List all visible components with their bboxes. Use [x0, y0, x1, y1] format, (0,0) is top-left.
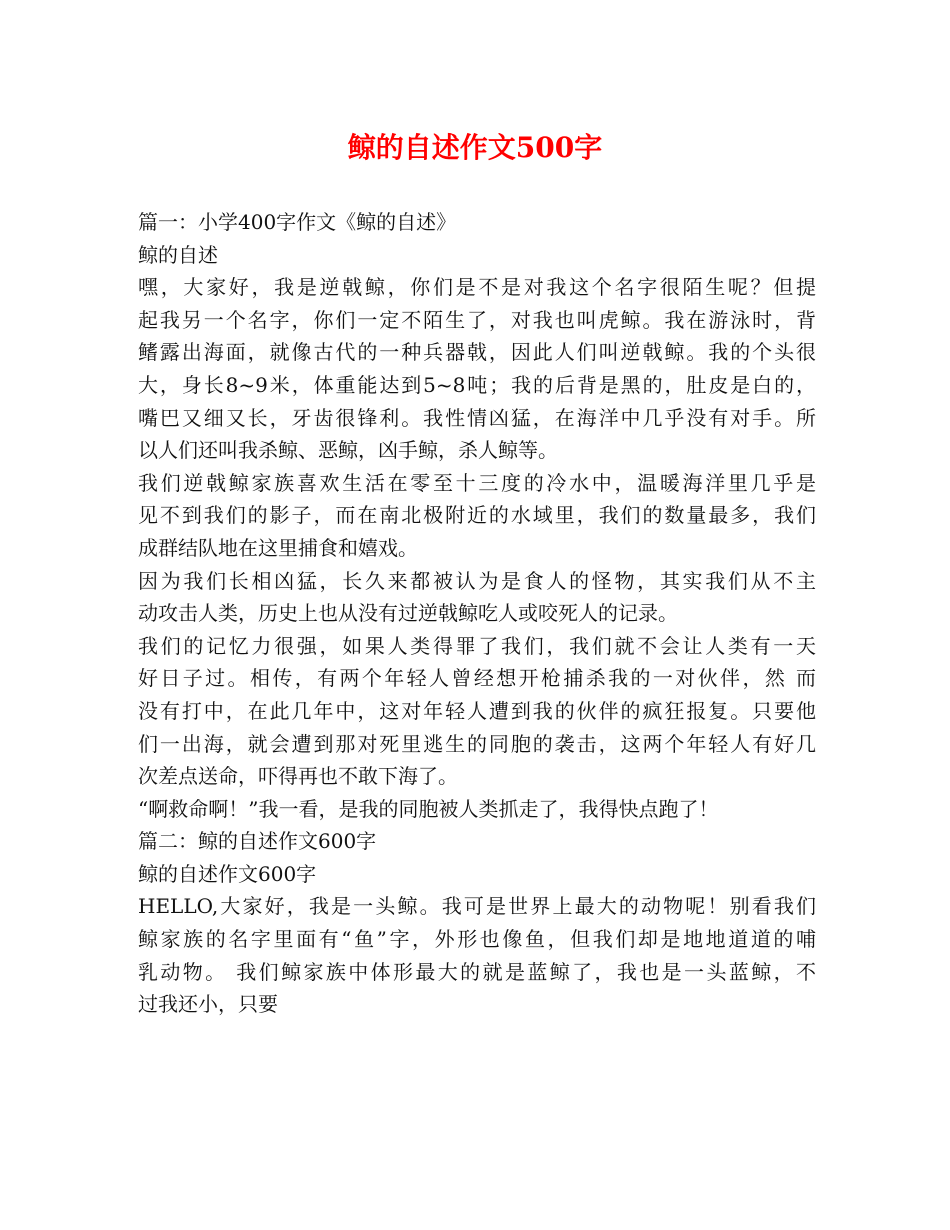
- text-line: 嘴巴又细又长，牙齿很锋利。我性情凶猛，在海洋中几乎没有对手。所: [138, 405, 816, 430]
- document-title: 鲸的自述作文500字: [347, 131, 603, 164]
- text-line: 鲸的自述: [138, 242, 218, 267]
- text-line: 大，身长8~9米，体重能达到5~8吨；我的后背是黑的，肚皮是白的，: [138, 372, 816, 397]
- text-line: 们一出海，就会遭到那对死里逃生的同胞的袭击，这两个年轻人有好几: [138, 731, 816, 756]
- text-line: 鳍露出海面，就像古代的一种兵器戟，因此人们叫逆戟鲸。我的个头很: [138, 340, 816, 365]
- text-line: 好日子过。相传，有两个年轻人曾经想开枪捕杀我的一对伙伴，然 而: [138, 666, 816, 691]
- text-line: 鲸的自述作文600字: [138, 861, 317, 886]
- text-line: 篇二：鲸的自述作文600字: [138, 829, 377, 854]
- text-line: 起我另一个名字，你们一定不陌生了，对我也叫虎鲸。我在游泳时，背: [138, 307, 816, 332]
- text-line: 过我还小，只要: [138, 992, 278, 1017]
- text-line: 我们逆戟鲸家族喜欢生活在零至十三度的冷水中，温暖海洋里几乎是: [138, 470, 816, 495]
- text-line: 嘿，大家好，我是逆戟鲸，你们是不是对我这个名字很陌生呢？但提: [138, 275, 816, 300]
- text-line: 乳动物。 我们鲸家族中体形最大的就是蓝鲸了，我也是一头蓝鲸，不: [138, 959, 816, 984]
- text-line: HELLO,大家好，我是一头鲸。我可是世界上最大的动物呢！别看我们: [138, 894, 816, 919]
- text-line: 我们的记忆力很强，如果人类得罪了我们，我们就不会让人类有一天: [138, 633, 816, 658]
- text-line: 因为我们长相凶猛，长久来都被认为是食人的怪物，其实我们从不主: [138, 568, 816, 593]
- text-line: “啊救命啊！”我一看，是我的同胞被人类抓走了，我得快点跑了！: [138, 796, 719, 821]
- text-line: 次差点送命，吓得再也不敢下海了。: [138, 764, 458, 789]
- text-line: 篇一：小学400字作文《鲸的自述》: [138, 210, 457, 234]
- text-line: 动攻击人类，历史上也从没有过逆戟鲸吃人或咬死人的记录。: [138, 601, 678, 626]
- text-line: 没有打中，在此几年中，这对年轻人遭到我的伙伴的疯狂报复。只要他: [138, 698, 816, 723]
- text-line: 以人们还叫我杀鲸、恶鲸，凶手鲸，杀人鲸等。: [138, 438, 558, 463]
- text-line: 成群结队地在这里捕食和嬉戏。: [138, 535, 418, 560]
- document-body: [138, 206, 816, 1021]
- text-line: 鲸家族的名字里面有“鱼”字，外形也像鱼，但我们却是地地道道的哺: [138, 927, 816, 952]
- text-line: 见不到我们的影子，而在南北极附近的水域里，我们的数量最多，我们: [138, 503, 816, 528]
